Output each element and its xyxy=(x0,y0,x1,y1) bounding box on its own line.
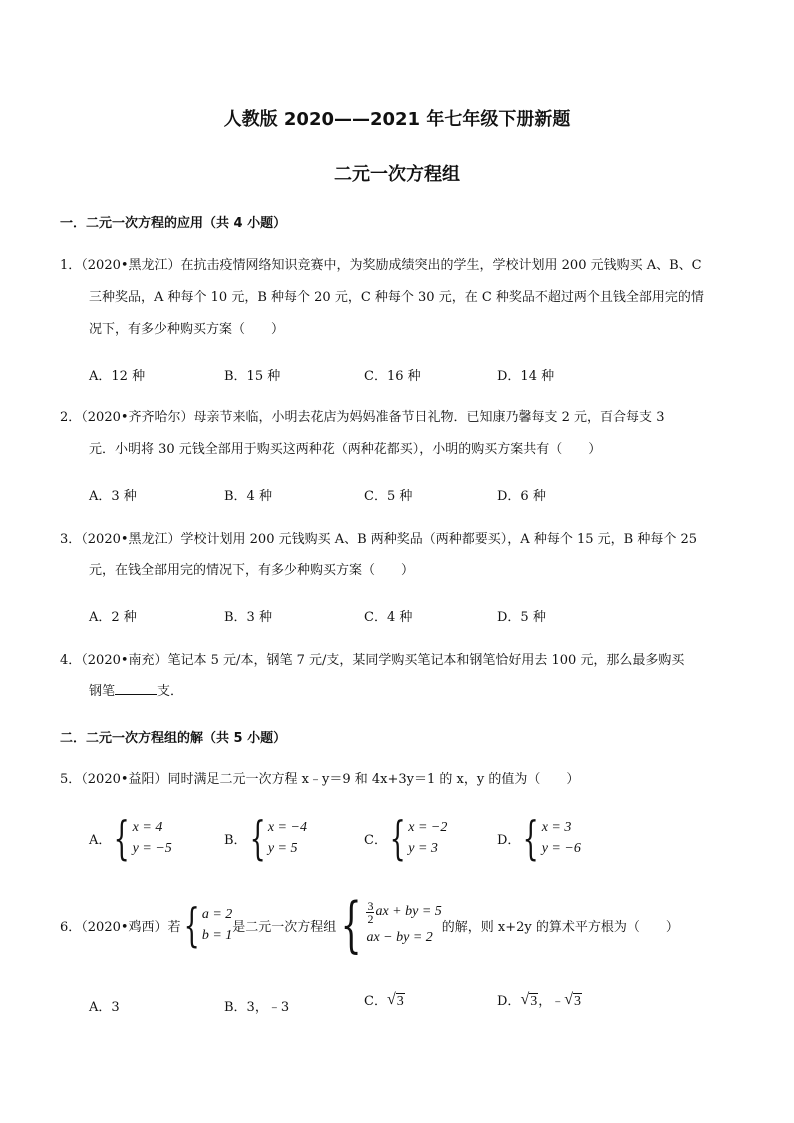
page-title: 人教版 2020——2021 年七年级下册新题 xyxy=(223,109,571,130)
question-2-option-d[interactable]: D．6 种 xyxy=(497,489,546,504)
question-1-option-a[interactable]: A．12 种 xyxy=(89,369,146,384)
question-3-option-a[interactable]: A．2 种 xyxy=(89,610,137,625)
question-6-text xyxy=(60,890,679,960)
question-5-option-b[interactable] xyxy=(224,811,307,865)
question-6-middle: 是二元一次方程组 xyxy=(232,919,337,935)
question-3-option-b[interactable]: B．3 种 xyxy=(224,610,272,625)
brace-icon: { xyxy=(249,811,266,865)
equation: x = −4 xyxy=(267,820,307,835)
question-2-line-2: 元．小明将 30 元钱全部用于购买这两种花（两种花都买），小明的购买方案共有（ ） xyxy=(89,442,602,457)
question-1-option-c[interactable]: C．16 种 xyxy=(364,369,421,384)
question-4-text-before-blank: 钢笔 xyxy=(89,684,116,699)
option-label: D． xyxy=(497,994,521,1009)
question-2-option-b[interactable]: B．4 种 xyxy=(224,489,272,504)
question-4-line-2 xyxy=(89,682,183,702)
brace-icon: { xyxy=(523,811,540,865)
question-6-option-b[interactable]: B．3，﹣3 xyxy=(224,1000,290,1015)
brace-icon: { xyxy=(113,811,131,865)
equation: y = 5 xyxy=(267,841,298,856)
option-label: C． xyxy=(364,832,387,848)
question-6-prefix: 6．（2020•鸡西）若 xyxy=(60,919,181,935)
question-1-option-d[interactable]: D．14 种 xyxy=(497,369,555,384)
option-label: B． xyxy=(224,832,247,848)
question-4-text-after-blank: 支． xyxy=(157,684,184,699)
option-label: C． xyxy=(364,994,387,1009)
question-5-option-a[interactable] xyxy=(89,811,172,865)
fraction: $\frac{3}{2}$ xyxy=(367,898,374,926)
question-1-line-1: 1．（2020•黑龙江）在抗击疫情网络知识竞赛中，为奖励成绩突出的学生，学校计划用 200 元钱购买 A、B、C xyxy=(60,258,702,273)
brace-icon: { xyxy=(389,811,406,865)
square-root: √ 3 xyxy=(520,991,538,1009)
question-2-option-a[interactable]: A．3 种 xyxy=(89,489,137,504)
equation: y = −6 xyxy=(541,841,581,856)
question-3-option-d[interactable]: D．5 种 xyxy=(497,610,546,625)
question-4-line-1: 4．（2020•南充）笔记本 5 元/本，钢笔 7 元/支，某同学购买笔记本和钢笔恰好用去 100 元，那么最多购买 xyxy=(60,653,685,668)
question-5-option-d[interactable] xyxy=(497,811,581,865)
equation: ax − by = 2 xyxy=(366,930,433,945)
question-5-text: 5．（2020•益阳）同时满足二元一次方程 x﹣y＝9 和 4x+3y＝1 的 x，y 的值为（ ） xyxy=(60,772,580,787)
equation: $\frac{3}{2}$ ax + by = 5 xyxy=(367,898,442,926)
equation: x = 3 xyxy=(541,820,572,835)
page-subtitle: 二元一次方程组 xyxy=(334,164,460,185)
question-6-option-d[interactable] xyxy=(497,990,582,1009)
equation: y = 3 xyxy=(408,841,438,856)
section-heading-1: 一．二元一次方程的应用（共 4 小题） xyxy=(60,216,287,231)
equation: a = 2 xyxy=(201,907,233,922)
answer-blank[interactable] xyxy=(115,682,157,695)
square-root: √ 3 xyxy=(386,991,404,1009)
question-3-line-1: 3．（2020•黑龙江）学校计划用 200 元钱购买 A、B 两种奖品（两种都要买），A 种每个 15 元，B 种每个 25 xyxy=(60,532,697,547)
equation: b = 1 xyxy=(201,928,233,943)
question-1-line-2: 三种奖品，A 种每个 10 元，B 种每个 20 元，C 种每个 30 元，在 C 种奖品不超过两个且钱全部用完的情 xyxy=(89,290,704,305)
brace-icon: { xyxy=(183,898,200,952)
option-label: D． xyxy=(497,832,521,848)
brace-icon: { xyxy=(340,890,362,960)
question-5-option-c[interactable] xyxy=(364,811,448,865)
separator: ，﹣ xyxy=(538,994,565,1009)
question-6-option-c[interactable] xyxy=(364,990,405,1009)
question-2-option-c[interactable]: C．5 种 xyxy=(364,489,413,504)
option-label: A． xyxy=(89,832,112,848)
equation: x = −2 xyxy=(408,820,448,835)
section-heading-2: 二．二元一次方程组的解（共 5 小题） xyxy=(60,731,287,746)
equation: x = 4 xyxy=(132,820,163,835)
question-2-line-1: 2．（2020•齐齐哈尔）母亲节来临，小明去花店为妈妈准备节日礼物．已知康乃馨每支 2 元，百合每支 3 xyxy=(60,410,665,425)
question-6-option-a[interactable]: A．3 xyxy=(89,1000,120,1015)
equation: y = −5 xyxy=(132,841,172,856)
question-1-option-b[interactable]: B．15 种 xyxy=(224,369,281,384)
question-3-line-2: 元，在钱全部用完的情况下，有多少种购买方案（ ） xyxy=(89,563,415,578)
square-root: √ 3 xyxy=(564,991,582,1009)
question-3-option-c[interactable]: C．4 种 xyxy=(364,610,413,625)
question-6-suffix: 的解，则 x+2y 的算术平方根为（ ） xyxy=(441,919,679,935)
question-1-line-3: 况下，有多少种购买方案（ ） xyxy=(89,322,285,337)
